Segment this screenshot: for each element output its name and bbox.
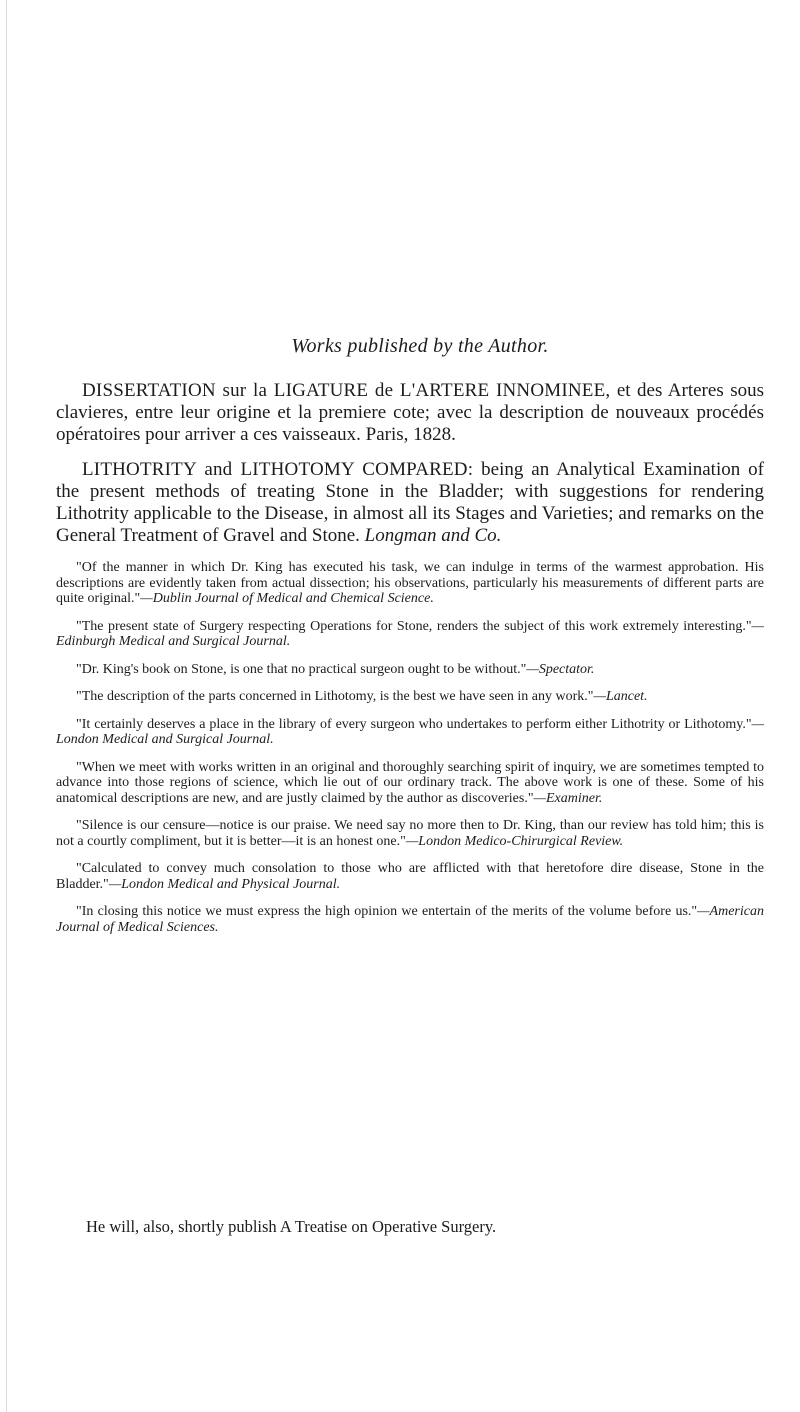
review-text: "Dr. King's book on Stone, is one that no practical surgeon ought to be without.": [76, 661, 527, 677]
book-description: being an Analytical Examination of the present methods of treating Stone in the Bladder; with suggestions for rendering Lithotrity applicable to the Disease, in almost all its Stages and Varieties; and remarks on the General Treatment of Gravel and Stone.: [56, 459, 764, 546]
review-text: "Calculated to convey much consolation to those who are afflicted with that heretofore dire disease, Stone in the Bladder.": [56, 861, 764, 892]
review-source: —American Journal of Medical Sciences.: [56, 904, 764, 935]
review-quote: [56, 662, 764, 678]
closing-note: He will, also, shortly publish A Treatise on Operative Surgery.: [86, 1217, 497, 1236]
book-imprint: Longman and Co.: [359, 525, 502, 546]
book-entry-dissertation: [56, 380, 764, 446]
review-source: —Spectator.: [526, 661, 595, 677]
page-heading: Works published by the Author.: [291, 335, 549, 357]
review-text: "Silence is our censure—notice is our praise. We need say no more then to Dr. King, than our review has told him; this is not a courtly compliment, but it is better—it is an honest one.": [56, 818, 764, 849]
book-imprint: Paris, 1828.: [360, 424, 456, 445]
review-text: "It certainly deserves a place in the library of every surgeon who undertakes to perform either Lithotrity or Lithotomy.": [76, 716, 752, 732]
review-source: —Edinburgh Medical and Surgical Journal.: [56, 618, 764, 649]
review-quote: [56, 689, 764, 705]
review-text: "In closing this notice we must express the high opinion we entertain of the merits of the volume before us.": [76, 904, 698, 919]
review-source: —London Medico-Chirurgical Review.: [405, 833, 624, 849]
review-text: "The description of the parts concerned in Lithotomy, is the best we have seen in any work.": [76, 689, 594, 704]
review-source: —Examiner.: [533, 790, 603, 806]
page-edge-line: [6, 0, 7, 1412]
review-text: "Of the manner in which Dr. King has executed his task, we can indulge in terms of the warmest approbation. His descriptions are evidently taken from actual dissection; his observations, particularly his measurements of different parts are quite original.": [56, 560, 764, 606]
review-text: "When we meet with works written in an original and thoroughly searching spirit of inquiry, we are sometimes tempted to advance into those regions of science, which lie out of our ordinary track. The above work is one of these. Some of his anatomical descriptions are new, and are justly claimed by the author as discoveries.": [56, 759, 764, 806]
review-quote: [56, 904, 764, 935]
review-source: —London Medical and Physical Journal.: [108, 876, 341, 892]
review-source: —Dublin Journal of Medical and Chemical Science.: [140, 591, 434, 606]
review-quote: [56, 619, 764, 650]
review-quote: [56, 560, 764, 607]
review-quote: [56, 818, 764, 849]
review-source: —Lancet.: [593, 689, 648, 704]
review-quote: [56, 760, 764, 807]
book-title: DISSERTATION sur la LIGATURE de L'ARTERE INNOMINEE,: [82, 380, 611, 401]
book-description: et des Arteres sous clavieres, entre leur origine et la premiere cote; avec la description de nouveaux procédés opératoires pour arriver a ces vaisseaux.: [56, 380, 764, 445]
book-entry-lithotrity: [56, 459, 764, 547]
review-source: —London Medical and Surgical Journal.: [56, 716, 764, 747]
review-quote: [56, 717, 764, 748]
book-title: LITHOTRITY and LITHOTOMY COMPARED:: [82, 459, 474, 480]
review-text: "The present state of Surgery respecting Operations for Stone, renders the subject of this work extremely interesting.": [76, 618, 752, 634]
content-body: [56, 380, 764, 947]
review-quote: [56, 861, 764, 892]
